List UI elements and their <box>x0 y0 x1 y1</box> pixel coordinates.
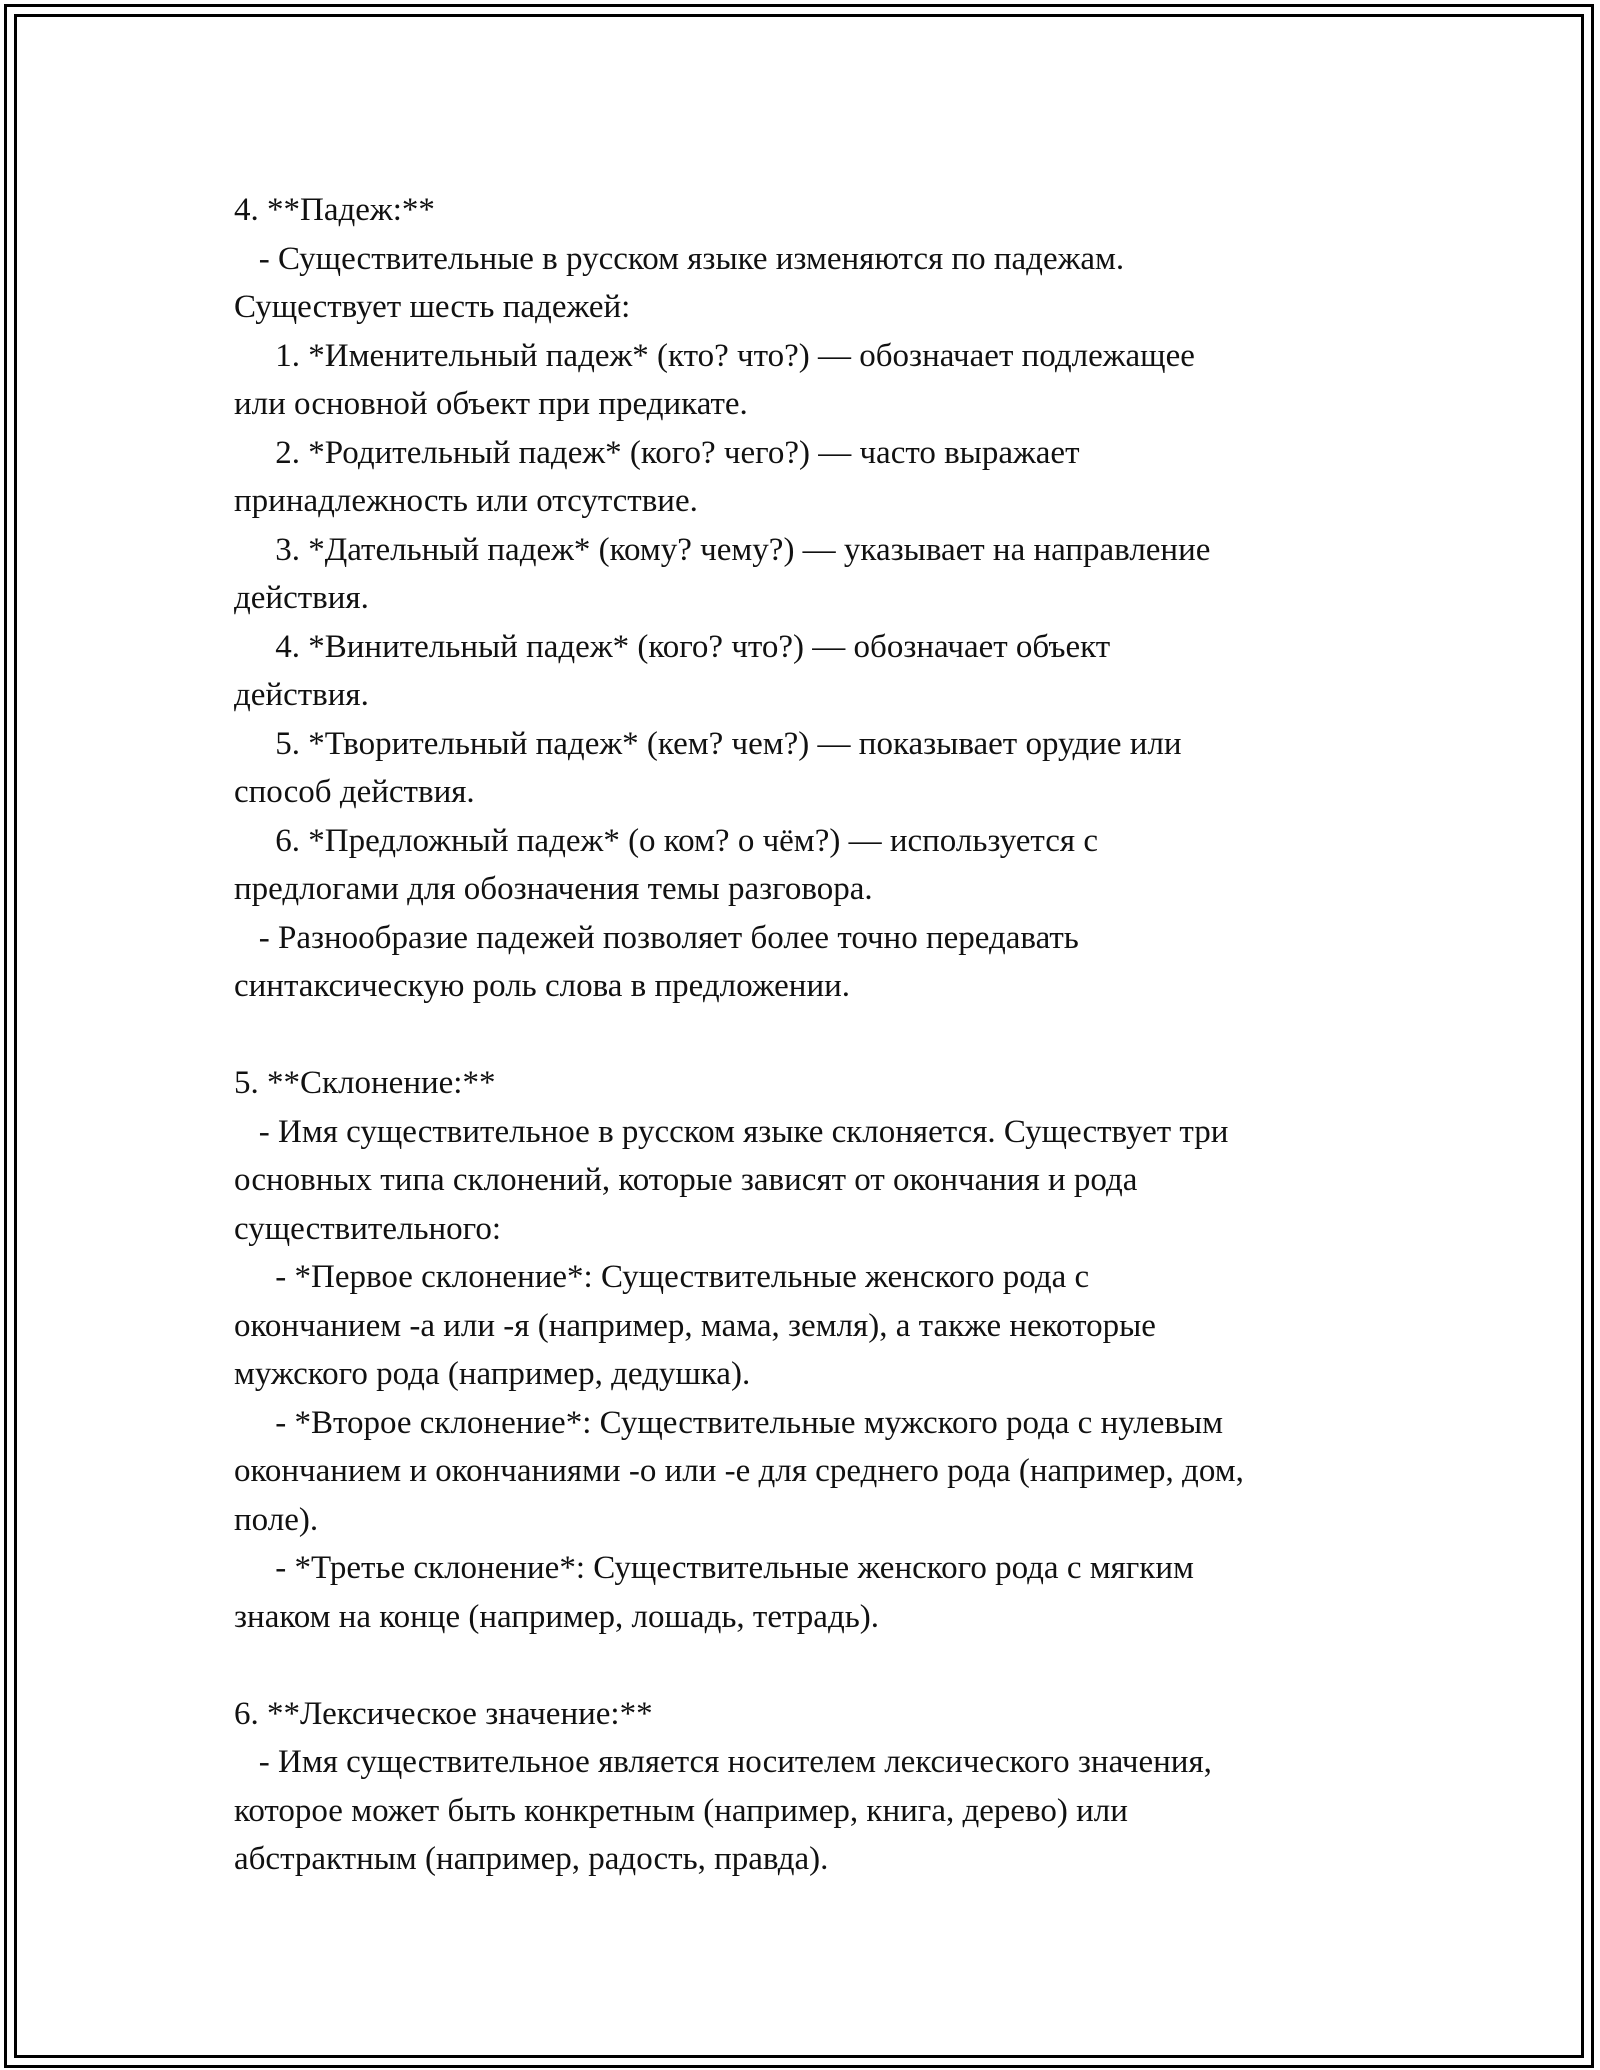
text-line: - *Первое склонение*: Существительные женского рода с <box>234 1259 1090 1295</box>
text-line: действия. <box>234 580 369 616</box>
text-line: - Разнообразие падежей позволяет более точно передавать <box>234 919 1079 956</box>
text-line: окончанием -а или -я (например, мама, земля), а также некоторые <box>234 1307 1156 1344</box>
document-body <box>234 186 1384 1884</box>
text-line: существительного: <box>234 1210 502 1247</box>
text-line: 6. *Предложный падеж* (о ком? о чём?) — используется с <box>234 822 1098 859</box>
text-line: знаком на конце (например, лошадь, тетрадь). <box>234 1598 880 1635</box>
text-line: окончанием и окончаниями -о или -е для среднего рода (например, дом, <box>234 1453 1244 1489</box>
text-line: 1. *Именительный падеж* (кто? что?) — обозначает подлежащее <box>234 337 1195 374</box>
text-line: синтаксическую роль слова в предложении. <box>234 968 851 1004</box>
text-line: - Имя существительное является носителем лексического значения, <box>234 1744 1212 1780</box>
blank-line <box>234 1641 1384 1690</box>
text-line: основных типа склонений, которые зависят от окончания и рода <box>234 1162 1138 1198</box>
section-declension <box>234 1059 1384 1641</box>
text-line: или основной объект при предикате. <box>234 386 748 422</box>
section-heading: 6. **Лексическое значение:** <box>234 1695 653 1732</box>
text-line: Существует шесть падежей: <box>234 289 631 325</box>
text-line: принадлежность или отсутствие. <box>234 483 698 519</box>
blank-line <box>234 1011 1384 1060</box>
text-line: поле). <box>234 1501 319 1538</box>
text-line: - Имя существительное в русском языке склоняется. Существует три <box>234 1113 1229 1150</box>
text-line: способ действия. <box>234 774 475 810</box>
text-line: абстрактным (например, радость, правда). <box>234 1841 829 1877</box>
text-line: 4. *Винительный падеж* (кого? что?) — обозначает объект <box>234 628 1111 665</box>
section-heading: 4. **Падеж:** <box>234 192 435 228</box>
text-line: которое может быть конкретным (например, книга, дерево) или <box>234 1792 1128 1829</box>
text-line: 2. *Родительный падеж* (кого? чего?) — часто выражает <box>234 434 1080 471</box>
text-line: 5. *Творительный падеж* (кем? чем?) — показывает орудие или <box>234 725 1182 762</box>
text-line: мужского рода (например, дедушка). <box>234 1356 751 1392</box>
section-lexical-meaning <box>234 1690 1384 1884</box>
section-case <box>234 186 1384 1011</box>
text-line: 3. *Дательный падеж* (кому? чему?) — указывает на направление <box>234 531 1211 568</box>
text-line: действия. <box>234 677 369 713</box>
section-heading: 5. **Склонение:** <box>234 1065 496 1101</box>
text-line: - *Второе склонение*: Существительные мужского рода с нулевым <box>234 1404 1224 1441</box>
text-line: - *Третье склонение*: Существительные женского рода с мягким <box>234 1550 1194 1586</box>
text-line: - Существительные в русском языке изменяются по падежам. <box>234 240 1125 277</box>
text-line: предлогами для обозначения темы разговора. <box>234 871 873 907</box>
